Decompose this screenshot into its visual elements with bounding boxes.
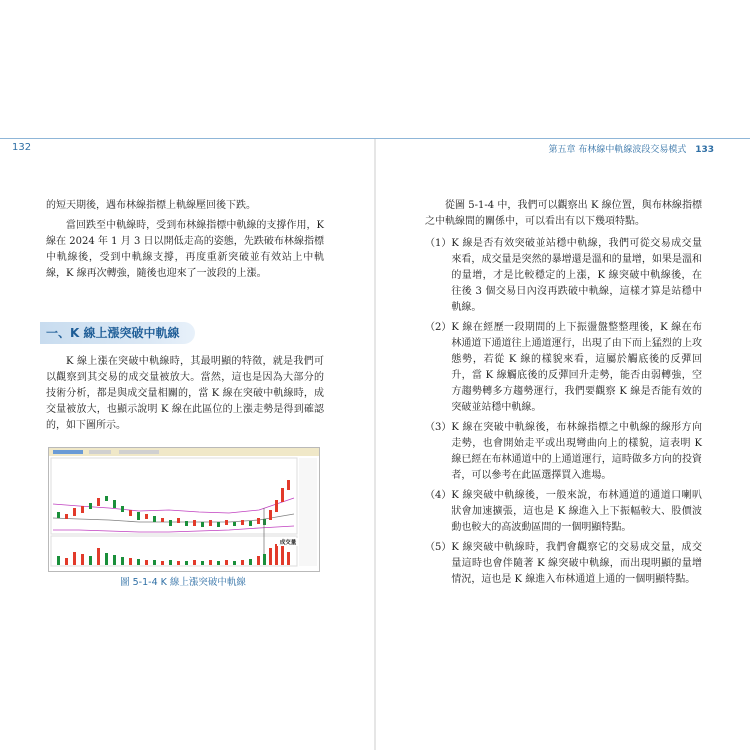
volume-bar xyxy=(249,559,252,565)
candle xyxy=(281,488,284,502)
section-heading xyxy=(40,322,195,344)
candle xyxy=(137,512,140,520)
figure-caption: 圖 5-1-4 K 線上漲突破中軌線 xyxy=(120,577,246,588)
volume-bar xyxy=(257,556,260,565)
candle xyxy=(97,498,100,506)
list-item-number: （5） xyxy=(425,542,452,553)
volume-bar xyxy=(185,561,188,565)
candle xyxy=(233,522,236,526)
volume-bar xyxy=(275,544,278,565)
price-panel xyxy=(51,458,297,534)
volume-bar xyxy=(193,560,196,565)
list-item-text: K 線突破中軌線時，我們會觀察它的交易成交量，成交量這時也會伴隨著 K 線突破中軌線，而出現明顯的量增情況，這也是 K 線進入布林通道上通的一個明顯特點。 xyxy=(451,542,702,585)
volume-bar xyxy=(225,560,228,565)
candle xyxy=(257,518,260,524)
candle xyxy=(57,512,60,518)
candle xyxy=(81,506,84,513)
volume-bar xyxy=(89,556,92,565)
volume-bar xyxy=(65,558,68,565)
volume-bar xyxy=(201,561,204,565)
volume-bar xyxy=(137,559,140,565)
candle xyxy=(287,480,290,490)
list-item-text: K 線是否有效突破並站穩中軌線，我們可從交易成交量來看，成交量是突然的暴增還是溫和的量增，如果是溫和的量增，才是比較穩定的上漲，K 線突破中軌線後，在往後 3 個交易日內沒再跌破中軌線，這樣才算是站穩中軌線。 xyxy=(451,238,702,313)
volume-bar xyxy=(97,548,100,565)
chart-toolbar-tab xyxy=(119,450,159,454)
candlestick-chart-figure xyxy=(48,447,320,572)
intro-paragraph: 從圖 5-1-4 中，我們可以觀察出 K 線位置，與布林線指標之中軌線間的關係中，可以看出有以下幾項特點。 xyxy=(425,200,702,227)
candle xyxy=(249,521,252,526)
candle xyxy=(177,518,180,523)
volume-bar xyxy=(145,560,148,565)
candle xyxy=(185,521,188,526)
volume-bar xyxy=(177,561,180,565)
price-axis xyxy=(299,458,317,566)
paragraph-volume: K 線上漲在突破中軌線時，其最明顯的特徵，就是我們可以觀察到其交易的成交量被放大。當然，這也是因為大部分的技術分析，都是與成交量相關的，當 K 線在突破中軌線時，成交量被放大，也顯示說明 K 線在此區位的上漲走勢是得到確認的，如下圖所示。 xyxy=(46,356,324,431)
volume-bar xyxy=(121,557,124,565)
candle xyxy=(153,516,156,522)
book-gutter xyxy=(374,139,376,750)
list-item-number: （2） xyxy=(425,322,452,333)
list-item-number: （3） xyxy=(425,422,452,433)
chart-toolbar-tab xyxy=(53,450,83,454)
candle xyxy=(217,522,220,527)
candle xyxy=(161,518,164,522)
left-column-body xyxy=(46,354,324,434)
volume-bar xyxy=(57,556,60,565)
volume-bar xyxy=(281,546,284,565)
volume-badge: 成交量 xyxy=(279,540,297,546)
volume-bar xyxy=(129,558,132,565)
list-item xyxy=(425,320,702,416)
chart-svg xyxy=(49,448,319,571)
list-item xyxy=(425,540,702,588)
list-item xyxy=(425,420,702,484)
list-item-text: K 線在經歷一段期間的上下振盪盤整整理後，K 線在布林通道下通道往上通道運行，出現了由下而上猛烈的上攻態勢，若從 K 線的樣貌來看，這屬於觸底後的反彈回升，當 K 線觸底後的反彈回升走勢，能否由弱轉強，空方趨勢轉多方趨勢運行，我們要觀察 K 線是否能有效的突破並站穩中軌線。 xyxy=(451,322,702,413)
candle xyxy=(241,520,244,525)
paragraph-continued: 的短天期後，遇布林線指標上軌線壓回後下跌。 xyxy=(46,200,256,211)
list-item-number: （1） xyxy=(425,238,452,249)
candle xyxy=(209,520,212,526)
volume-bar xyxy=(233,561,236,565)
list-item-number: （4） xyxy=(425,490,452,501)
volume-bar xyxy=(161,561,164,565)
volume-bar xyxy=(153,560,156,565)
candle xyxy=(129,510,132,516)
volume-bar xyxy=(269,548,272,565)
candle xyxy=(121,506,124,512)
left-column-top xyxy=(46,198,324,282)
volume-bar xyxy=(169,560,172,565)
volume-bar xyxy=(217,561,220,565)
candle xyxy=(113,500,116,508)
right-page-number: 133 xyxy=(695,145,714,155)
volume-bar xyxy=(113,555,116,565)
left-page-number: 132 xyxy=(12,142,32,153)
candle xyxy=(89,503,92,509)
list-item xyxy=(425,488,702,536)
paragraph-pullback: 當回跌至中軌線時，受到布林線指標中軌線的支撐作用，K線在 2024 年 1 月 3 日以開低走高的姿態，先跌破布林線指標中軌線後，受到中軌線支撐，再度重新突破並有效站上中軌線，K 線再次轉強，隨後也迎來了一波段的上漲。 xyxy=(46,220,324,279)
running-head-title: 第五章 布林線中軌線波段交易模式 xyxy=(548,145,687,155)
volume-bar xyxy=(81,554,84,565)
candle xyxy=(275,500,278,512)
candle xyxy=(169,520,172,526)
candle xyxy=(145,514,148,519)
candle xyxy=(201,522,204,527)
list-item-text: K 線在突破中軌線後，布林線指標之中軌線的線形方向走勢，也會開始走平或出現彎曲向上的樣貌，這表明 K 線已經在布林通道中的上通道運行，這時做多方向的投資者，可以參考在此區選擇買入進場。 xyxy=(451,422,702,481)
candle xyxy=(193,520,196,526)
list-item xyxy=(425,236,702,316)
candle xyxy=(225,520,228,525)
running-head xyxy=(548,142,714,155)
right-column xyxy=(425,198,702,592)
volume-panel xyxy=(51,536,297,566)
volume-bar xyxy=(105,553,108,565)
candle xyxy=(73,508,76,516)
volume-bar xyxy=(73,552,76,565)
list-item-text: K 線突破中軌線後，一般來說，布林通道的通道口喇叭狀會加速擴張，這也是 K 線進入上下振幅較大、股價波動也較大的高波動區間的一個明顯特點。 xyxy=(451,490,702,533)
section-title: 一、K 線上漲突破中軌線 xyxy=(46,326,180,340)
volume-bar xyxy=(209,560,212,565)
volume-bar xyxy=(241,560,244,565)
candle xyxy=(105,496,108,501)
candle xyxy=(65,514,68,519)
volume-bar xyxy=(287,552,290,565)
chart-toolbar-tab xyxy=(89,450,111,454)
candle xyxy=(269,510,272,520)
candle xyxy=(263,519,266,525)
volume-bar xyxy=(263,554,266,565)
